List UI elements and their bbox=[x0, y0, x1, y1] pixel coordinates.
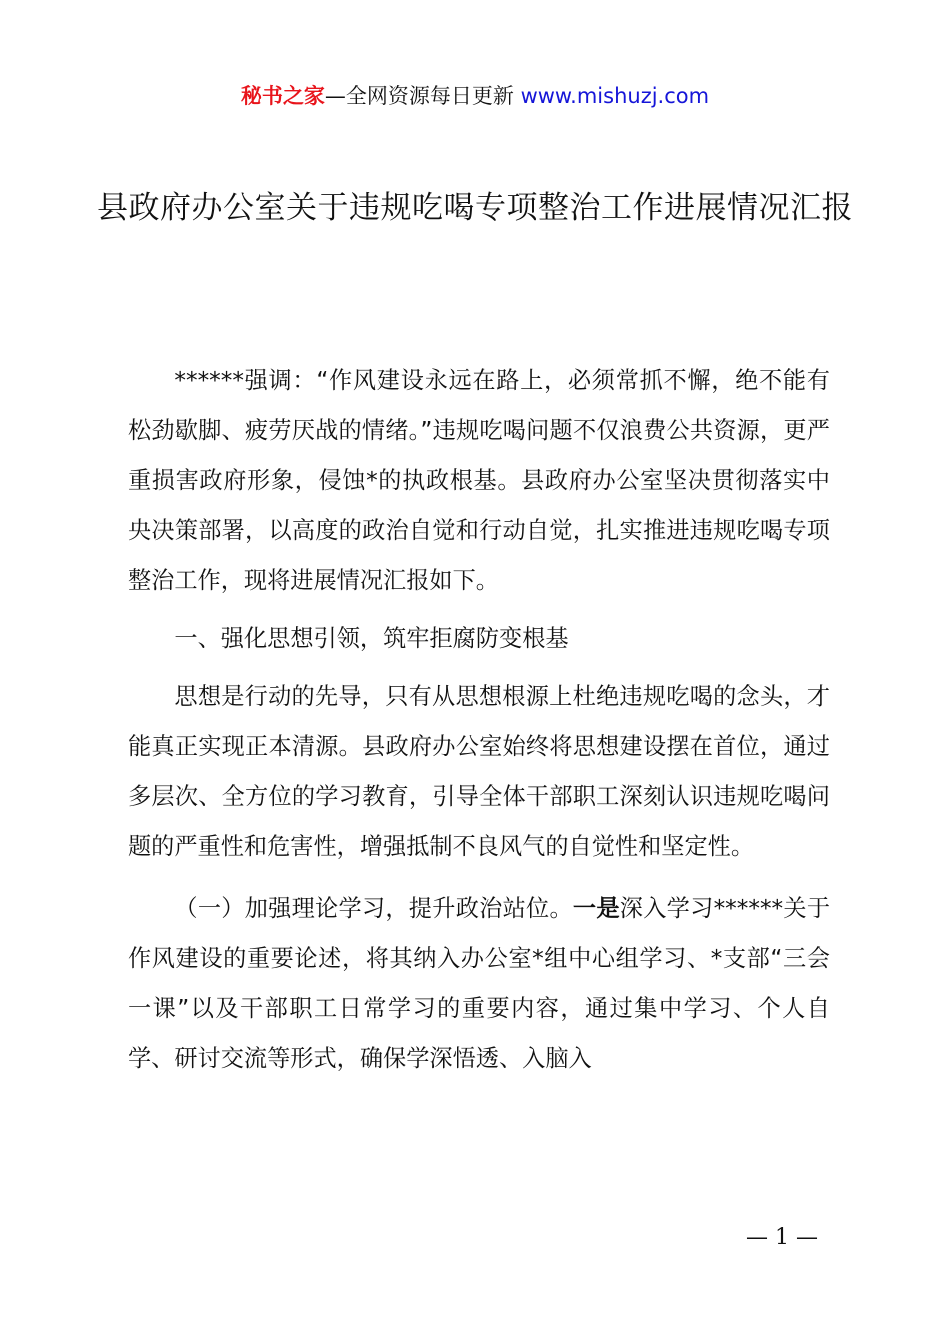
section-heading-1: 一、强化思想引领，筑牢拒腐防变根基 bbox=[174, 625, 569, 652]
subsection-1-heading: （一）加强理论学习，提升政治站位。 bbox=[174, 895, 573, 922]
document-title: 县政府办公室关于违规吃喝专项整治工作进展情况汇报 bbox=[97, 190, 853, 226]
site-url[interactable]: www.mishuzj.com bbox=[520, 84, 710, 108]
site-header bbox=[0, 80, 950, 112]
page-number: — 1 — bbox=[746, 1225, 818, 1250]
subsection-1-text: 深入学习******关于作风建设的重要论述，将其纳入办公室*组中心组学习、*支部“三会一课”以及干部职工日常学习的重要内容，通过集中学习、个人自学、研讨交流等形式，确保学深悟透、入脑入 bbox=[128, 895, 831, 1072]
site-brand: 秘书之家 bbox=[240, 84, 325, 108]
site-tagline: —全网资源每日更新 bbox=[324, 84, 514, 108]
document-body bbox=[128, 356, 830, 1084]
point-one-marker: 一是 bbox=[572, 895, 620, 922]
subsection-1-paragraph bbox=[128, 884, 830, 1084]
section-1-paragraph: 思想是行动的先导，只有从思想根源上杜绝违规吃喝的念头，才能真正实现正本清源。县政府办公室始终将思想建设摆在首位，通过多层次、全方位的学习教育，引导全体干部职工深刻认识违规吃喝问题的严重性和危害性，增强抵制不良风气的自觉性和坚定性。 bbox=[128, 683, 830, 860]
intro-paragraph: ******强调：“作风建设永远在路上，必须常抓不懈，绝不能有松劲歇脚、疲劳厌战的情绪。”违规吃喝问题不仅浪费公共资源，更严重损害政府形象，侵蚀*的执政根基。县政府办公室坚决贯彻落实中央决策部署，以高度的政治自觉和行动自觉，扎实推进违规吃喝专项整治工作，现将进展情况汇报如下。 bbox=[128, 367, 830, 594]
